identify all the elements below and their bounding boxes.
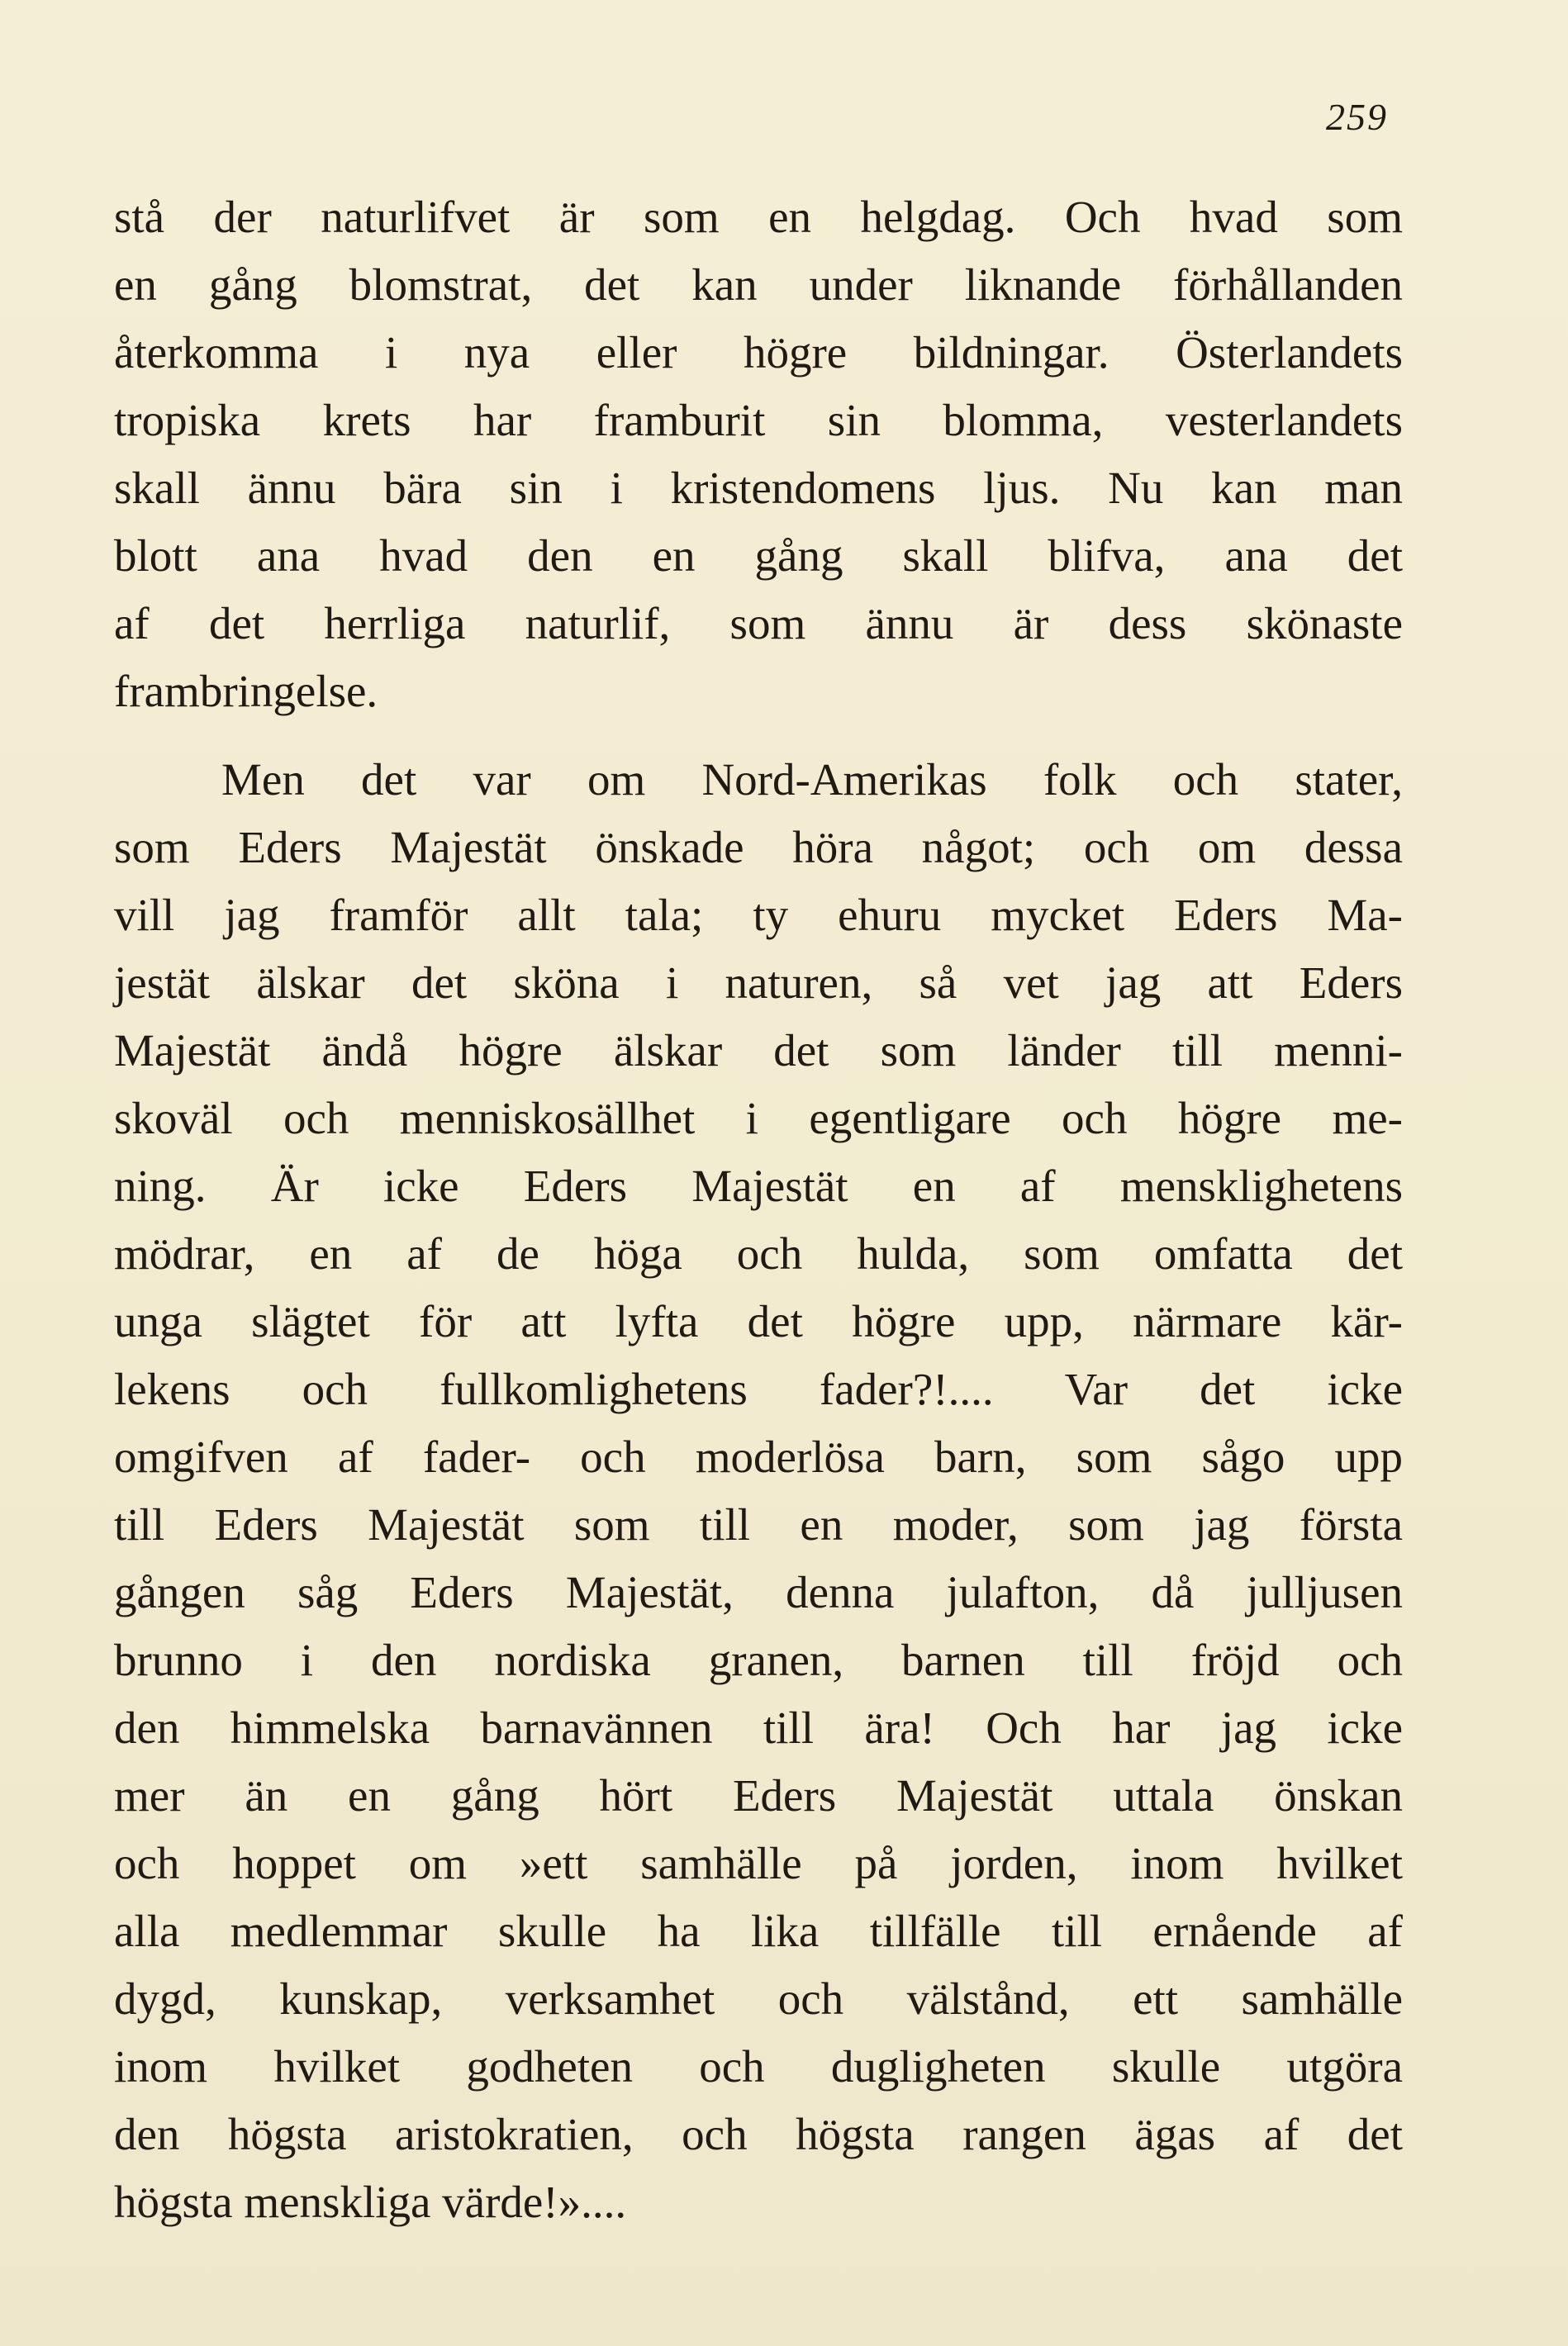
text-line: blott ana hvad den en gång skall blifva, ana det	[114, 530, 1403, 581]
text-line: och hoppet om »ett samhälle på jorden, inom hvilket	[114, 1838, 1403, 1888]
text-line: gången såg Eders Majestät, denna julafton, då julljusen	[114, 1567, 1403, 1617]
text-line: jestät älskar det sköna i naturen, så vet jag att Eders	[114, 957, 1403, 1008]
text-line: ning. Är icke Eders Majestät en af mensklighetens	[114, 1161, 1403, 1211]
text-line: återkomma i nya eller högre bildningar. Österlandets	[114, 327, 1403, 378]
text-line: högsta menskliga värde!»....	[114, 2177, 627, 2227]
text-line: lekens och fullkomlighetens fader?!.... Var det icke	[114, 1364, 1403, 1414]
text-line: af det herrliga naturlif, som ännu är dess skönaste	[114, 598, 1403, 648]
text-line: omgifven af fader- och moderlösa barn, som sågo upp	[114, 1432, 1403, 1482]
text-line: vill jag framför allt tala; ty ehuru mycket Eders Ma-	[114, 890, 1403, 940]
text-line: inom hvilket godheten och dugligheten skulle utgöra	[114, 2041, 1403, 2092]
text-line: mer än en gång hört Eders Majestät uttala önskan	[114, 1770, 1403, 1821]
text-line: stå der naturlifvet är som en helgdag. Och hvad som	[114, 192, 1403, 242]
text-line: skoväl och menniskosällhet i egentligare och högre me-	[114, 1093, 1403, 1143]
text-line: den högsta aristokratien, och högsta rangen ägas af det	[114, 2109, 1403, 2159]
text-line: Majestät ändå högre älskar det som länder till menni-	[114, 1025, 1403, 1076]
text-line: till Eders Majestät som till en moder, som jag första	[114, 1499, 1403, 1550]
text-line: den himmelska barnavännen till ära! Och har jag icke	[114, 1703, 1403, 1753]
text-line: Men det var om Nord-Amerikas folk och stater,	[221, 754, 1403, 805]
text-line: alla medlemmar skulle ha lika tillfälle till ernående af	[114, 1906, 1403, 1956]
page-number: 259	[1326, 96, 1388, 138]
text-line: mödrar, en af de höga och hulda, som omfatta det	[114, 1228, 1403, 1279]
text-line: skall ännu bära sin i kristendomens ljus. Nu kan man	[114, 463, 1403, 513]
text-line: brunno i den nordiska granen, barnen till fröjd och	[114, 1635, 1403, 1685]
text-line: som Eders Majestät önskade höra något; och om dessa	[114, 822, 1403, 872]
text-line: dygd, kunskap, verksamhet och välstånd, ett samhälle	[114, 1973, 1403, 2024]
text-line: unga slägtet för att lyfta det högre upp, närmare kär-	[114, 1296, 1403, 1346]
text-line: tropiska krets har framburit sin blomma, vesterlandets	[114, 395, 1403, 445]
text-line: en gång blomstrat, det kan under liknande förhållanden	[114, 259, 1403, 310]
text-line: frambringelse.	[114, 666, 378, 716]
